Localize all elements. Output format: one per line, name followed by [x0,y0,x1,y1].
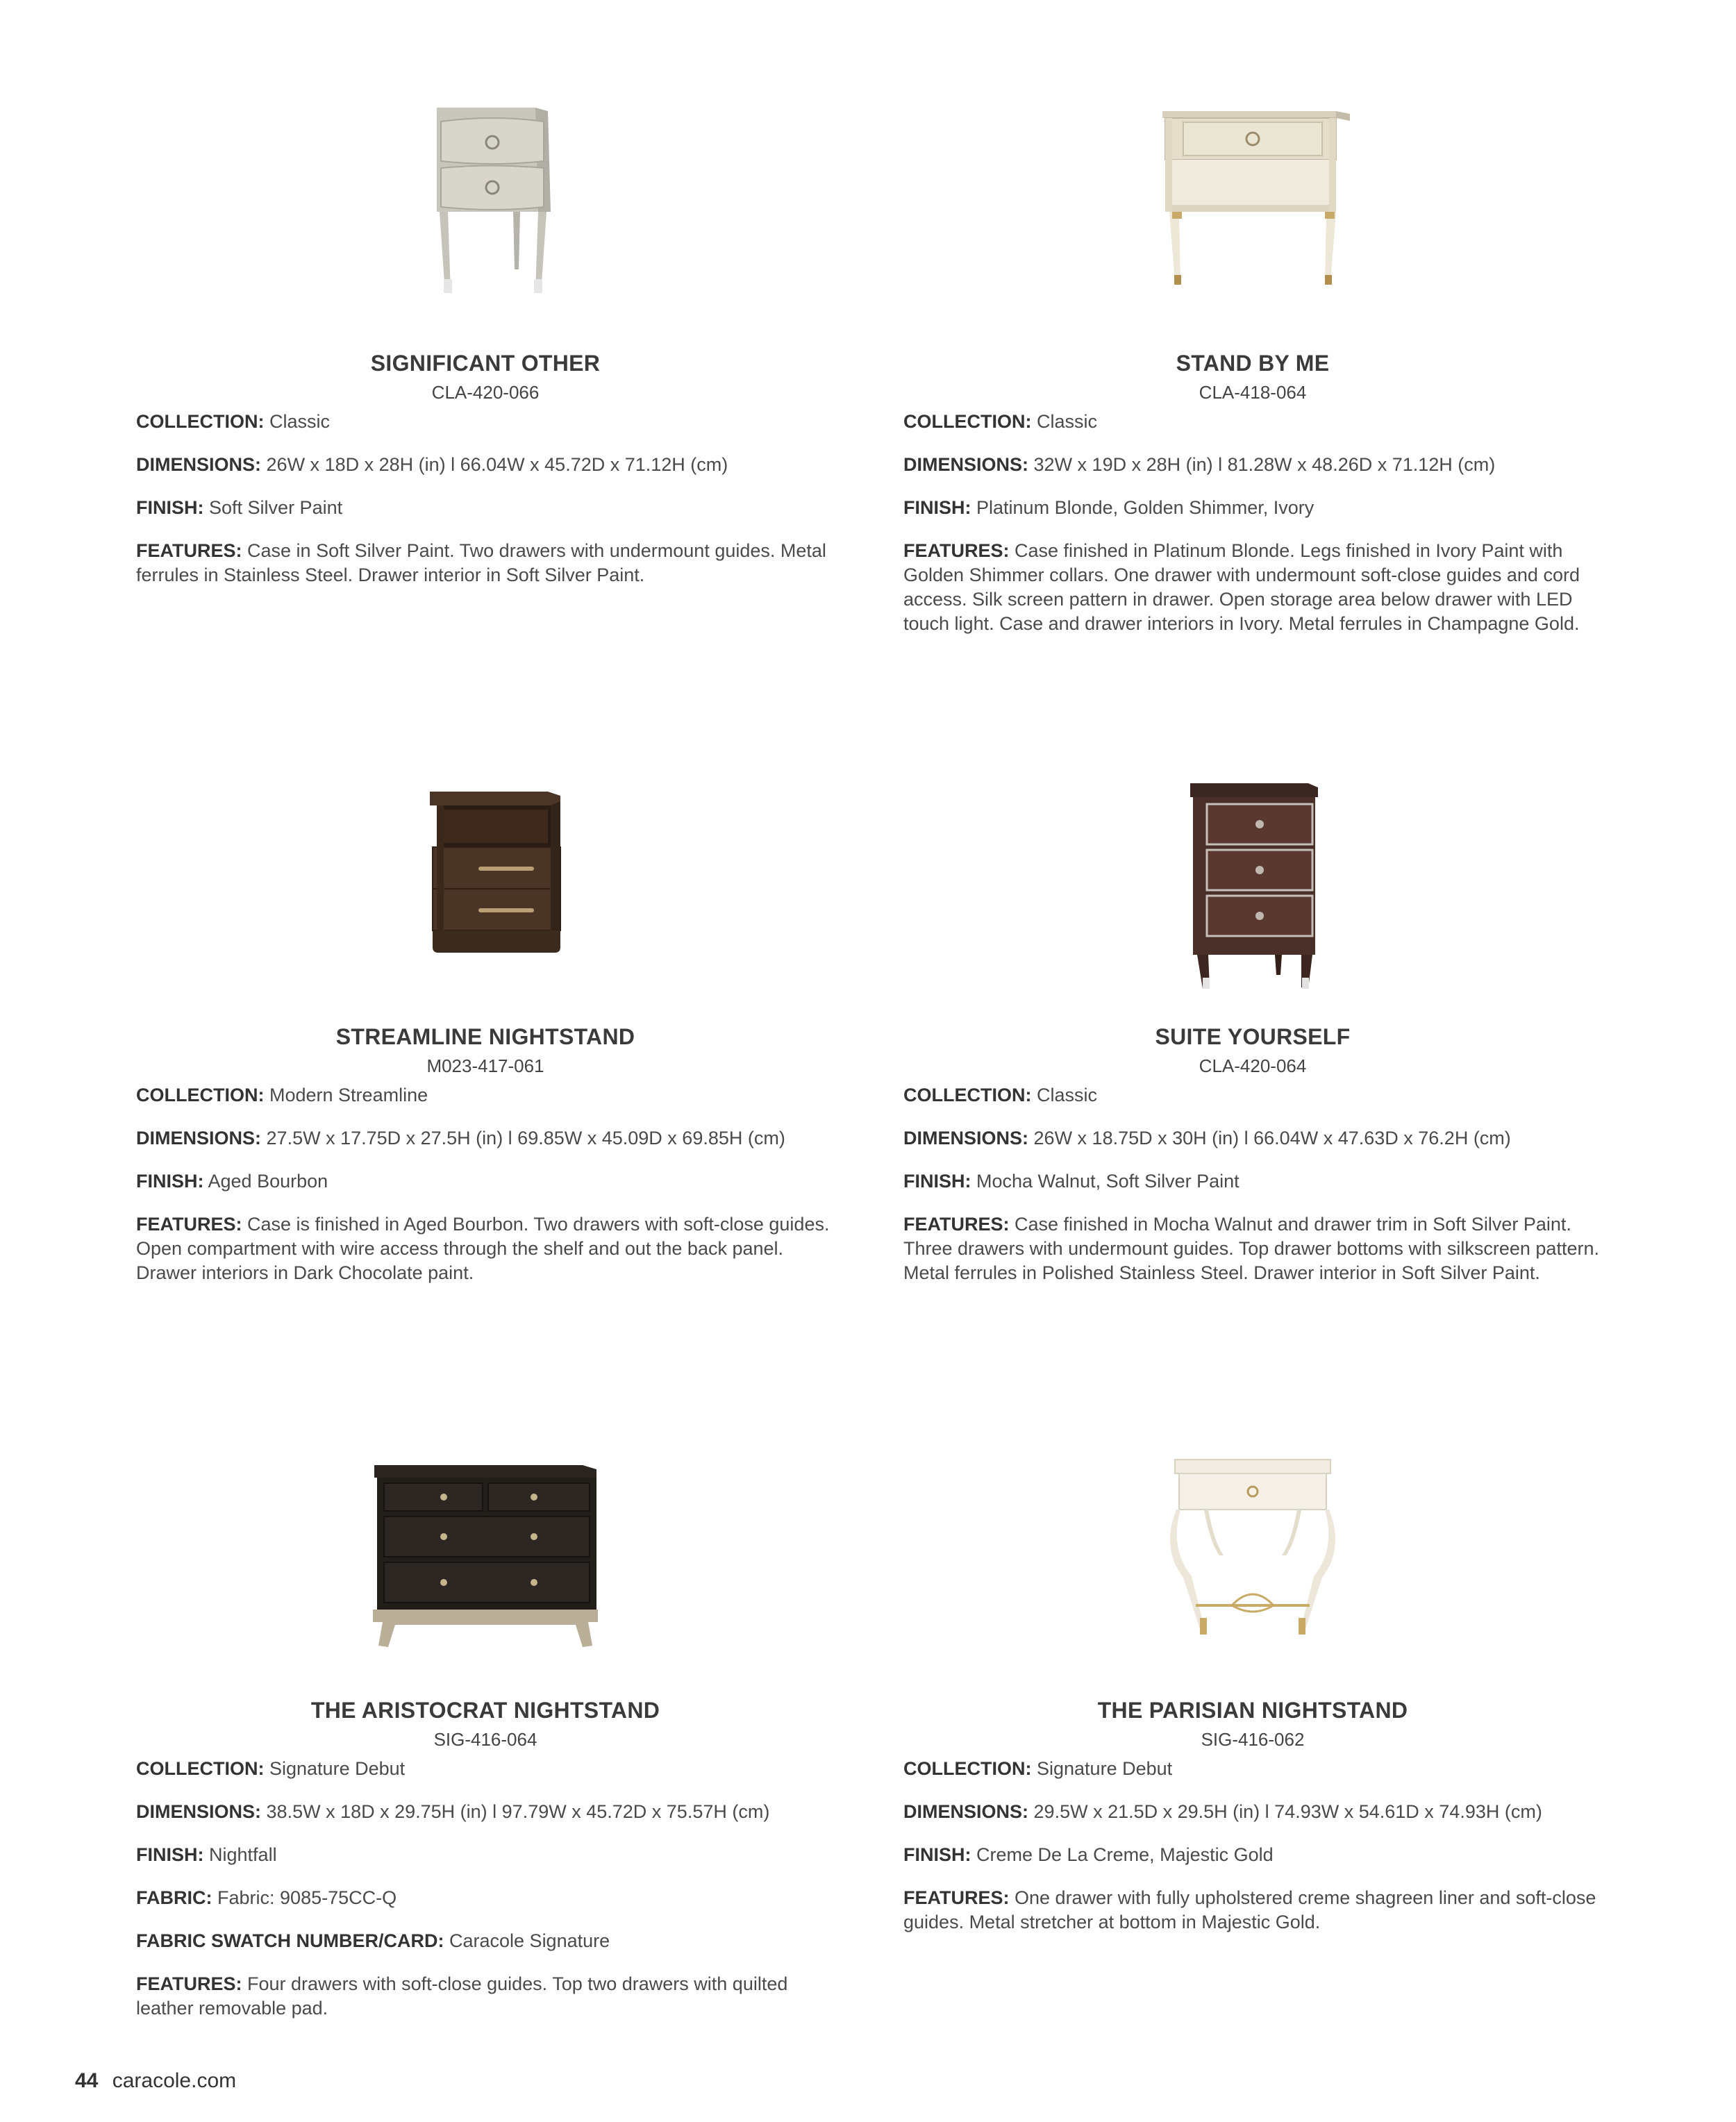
product-name: STREAMLINE NIGHTSTAND [335,1024,635,1049]
spec-dimensions: DIMENSIONS: 26W x 18.75D x 30H (in) l 66.04W x 47.63D x 76.2H (cm) [903,1128,1511,1148]
product-image-suite-yourself [903,771,1602,993]
nightstand-walnut-illustration [1149,771,1357,993]
page-footer [75,2069,236,2093]
product-image-streamline [136,771,835,979]
product-sku: CLA-420-066 [431,382,540,403]
product-name: SUITE YOURSELF [1155,1024,1351,1049]
spec-collection: COLLECTION: Modern Streamline [136,1085,428,1105]
product-specs [903,1083,1602,1304]
product-sku: CLA-420-064 [1199,1055,1307,1076]
spec-finish: FINISH: Mocha Walnut, Soft Silver Paint [903,1171,1240,1192]
product-image-stand-by-me [903,97,1602,306]
spec-finish: FINISH: Creme De La Creme, Majestic Gold [903,1844,1274,1865]
nightstand-parisian-illustration [1142,1444,1364,1653]
footer-site-link[interactable]: caracole.com [112,2069,237,2092]
spec-collection: COLLECTION: Classic [903,1085,1098,1105]
nightstand-ivory-illustration [1142,97,1364,306]
product-sku: SIG-416-064 [433,1729,537,1750]
product-image-significant-other [136,97,835,306]
spec-features: FEATURES: Case finished in Platinum Blonde. Legs finished in Ivory Paint with Golden Shimmer collars. One drawer with undermount soft-close guides and cord access. Silk screen pattern in drawer. Open storage area below drawer with LED touch light. Case and drawer interiors in Ivory. Metal ferrules in Champagne Gold. [903,540,1580,634]
nightstand-bourbon-illustration [381,771,590,979]
spec-finish: FINISH: Soft Silver Paint [136,497,343,518]
nightstand-silver-illustration [381,97,590,306]
product-sku: CLA-418-064 [1199,382,1307,403]
spec-features: FEATURES: Case is finished in Aged Bourbon. Two drawers with soft-close guides. Open compartment with wire access through the shelf and out the back panel. Drawer interiors in Dark Chocolate paint. [136,1214,830,1283]
spec-dimensions: DIMENSIONS: 27.5W x 17.75D x 27.5H (in) l 69.85W x 45.09D x 69.85H (cm) [136,1128,785,1148]
spec-dimensions: DIMENSIONS: 38.5W x 18D x 29.75H (in) l 97.79W x 45.72D x 75.57H (cm) [136,1801,770,1822]
product-name: SIGNIFICANT OTHER [370,351,601,376]
product-sku: M023-417-061 [426,1055,544,1076]
product-specs [903,1757,1602,1953]
spec-dimensions: DIMENSIONS: 26W x 18D x 28H (in) l 66.04W x 45.72D x 71.12H (cm) [136,454,728,475]
spec-fabric-swatch: FABRIC SWATCH NUMBER/CARD: Caracole Signature [136,1930,610,1951]
spec-dimensions: DIMENSIONS: 32W x 19D x 28H (in) l 81.28W x 48.26D x 71.12H (cm) [903,454,1496,475]
spec-features: FEATURES: Case finished in Mocha Walnut and drawer trim in Soft Silver Paint. Three drawers with undermount guides. Top drawer bottoms with silkscreen pattern. Metal ferrules in Polished Stainless Steel. Drawer interior in Soft Silver Paint. [903,1214,1599,1283]
spec-collection: COLLECTION: Classic [136,411,331,432]
nightstand-nightfall-illustration [360,1444,610,1653]
product-name: THE ARISTOCRAT NIGHTSTAND [310,1698,660,1723]
product-image-aristocrat [136,1444,835,1653]
spec-fabric: FABRIC: Fabric: 9085-75CC-Q [136,1887,397,1908]
product-specs [136,410,835,606]
spec-features: FEATURES: One drawer with fully upholstered creme shagreen liner and soft-close guides. Metal stretcher at bottom in Majestic Gold. [903,1887,1596,1932]
spec-collection: COLLECTION: Signature Debut [903,1758,1173,1779]
spec-collection: COLLECTION: Classic [903,411,1098,432]
spec-features: FEATURES: Case in Soft Silver Paint. Two drawers with undermount guides. Metal ferrules in Stainless Steel. Drawer interior in Soft Silver Paint. [136,540,826,585]
spec-dimensions: DIMENSIONS: 29.5W x 21.5D x 29.5H (in) l 74.93W x 54.61D x 74.93H (cm) [903,1801,1542,1822]
product-sku: SIG-416-062 [1201,1729,1305,1750]
spec-features: FEATURES: Four drawers with soft-close guides. Top two drawers with quilted leather removable pad. [136,1973,788,2019]
page-number: 44 [75,2069,99,2092]
spec-finish: FINISH: Aged Bourbon [136,1171,328,1192]
product-name: THE PARISIAN NIGHTSTAND [1097,1698,1408,1723]
product-image-parisian [903,1444,1602,1653]
product-specs [136,1083,835,1304]
product-specs [136,1757,835,2039]
product-name: STAND BY ME [1176,351,1330,376]
spec-collection: COLLECTION: Signature Debut [136,1758,406,1779]
spec-finish: FINISH: Platinum Blonde, Golden Shimmer, Ivory [903,497,1314,518]
product-specs [903,410,1602,655]
spec-finish: FINISH: Nightfall [136,1844,277,1865]
